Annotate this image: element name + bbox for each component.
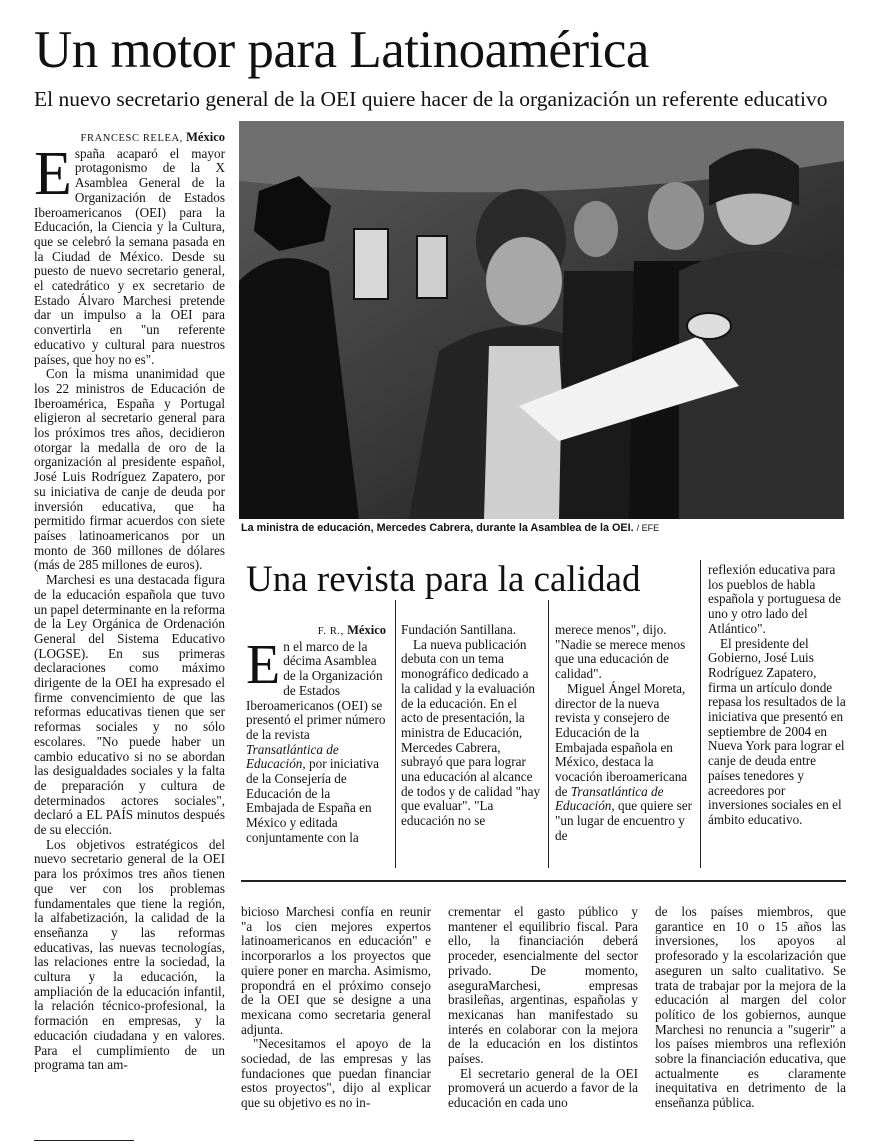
column-rule — [700, 560, 701, 868]
magazine-title: Transatlántica de Educación — [246, 741, 339, 772]
paragraph — [555, 682, 695, 844]
main-column-2 — [241, 905, 431, 1111]
byline-author: FRANCESC RELEA, — [80, 133, 183, 144]
headline: Un motor para Latinoamérica — [34, 21, 649, 79]
paragraph: Marchesi es una destacada figura de la educación española que tuvo un papel determinante en la reforma de la Ley Orgánica de Ordenación General del Sistema Educativo (LOGSE). En sus primeras declaraciones como máximo dirigente de la OEI ha expresado el firme convencimiento de que las reformas educativas tienen que ser reformas sociales y no sólo escolares. "No puede haber un cambio educativo si no se abordan las desigualdades sociales y la falta de preparación y cultura de determinados actores sociales", declaró a EL PAÍS minutos después de su elección. — [34, 572, 225, 838]
paragraph: merece menos", dijo. "Nadie se merece menos que una educación de calidad". — [555, 622, 686, 682]
text-run: , que quiere ser "un lugar de encuentro y de — [555, 798, 692, 843]
paragraph: reflexión educativa para los pueblos de habla española y portuguesa de uno y otro lado del Atlántico". — [708, 562, 841, 636]
text-run: Miguel Ángel Moreta, director de la nueva revista y consejero de Educación de la Embajada española en México, destaca la vocación iberoamericana de — [555, 680, 688, 799]
sidebar-column-3 — [555, 623, 695, 844]
sidebar-bottom-rule — [241, 880, 846, 882]
column-rule — [548, 600, 549, 868]
photo-caption — [241, 522, 659, 534]
paragraph: bicioso Marchesi confía en reunir "a los cien mejores expertos latinoamericanos en educación" e incorporarlos a los proyectos que quiere poner en marcha. Asimismo, propondrá en el próximo consejo de la OEI que se designe a una mexicana como secretaria general adjunta. — [241, 904, 431, 1037]
paragraph: El secretario general de la OEI promoverá un acuerdo a favor de la educación en cada uno — [448, 1065, 638, 1111]
paragraph: Los objetivos estratégicos del nuevo secretario general de la OEI para los próximos tres años tienen que ver con los problemas fundamentales que tiene la región, la alfabetización, la calidad de la enseñanza y las reformas educativas, las nuevas tecnologías, las relaciones entre la sociedad, la cultura y la educación, la ampliación de la educación infantil, la relación técnico-profesional, la formación en empresas, y la educación ciudadana y en valores. Para el cumplimiento de un programa tan am- — [34, 836, 225, 1073]
sidebar-byline-author: F. R., — [317, 626, 344, 637]
sidebar-title: Una revista para la calidad — [246, 559, 641, 600]
caption-text: La ministra de educación, Mercedes Cabrera, durante la Asamblea de la OEI. — [241, 522, 634, 534]
paragraph: "Necesitamos el apoyo de la sociedad, de las empresas y las fundaciones que puedan financiar estos proyectos", dijo al explicar que su objetivo es no in- — [241, 1036, 431, 1111]
paragraph: Fundación Santillana. — [401, 622, 517, 637]
sidebar-drop-cap: E — [246, 633, 281, 696]
sidebar-column-2 — [401, 623, 541, 829]
news-photo — [239, 121, 844, 519]
paragraph: El presidente del Gobierno, José Luis Rodríguez Zapatero, firma un artículo donde repasa los resultados de la iniciativa que presentó en septiembre de 2004 en Nueva York para lograr el canje de deuda entre países tenedores y acreedores por inversiones sociales en el ámbito educativo. — [708, 635, 846, 827]
paragraph: de los países miembros, que garantice en 10 o 15 años las inversiones, los apoyos al profesorado y la escolarización que aseguren un salto cualitativo. Se trata de trabajar por la mejora de la educación al margen del color político de los gobiernos, aunque Marchesi no renuncia a "sugerir" a los países miembros una reflexión sobre la financiación educativa, que actualmente es claramente inequitativa en detrimento de la enseñanza pública. — [655, 904, 846, 1111]
paragraph: spaña acaparó el mayor protagonismo de la X Asamblea General de la Organización de Estados Iberoamericanos (OEI) para la Educación, la Ciencia y la Cultura, que se celebró la semana pasada en la Ciudad de México. Desde su puesto de nuevo secretario general, el catedrático y ex secretario de Estado Álvaro Marchesi pretende dar un impulso a la OEI para convertirla en "un referente educativo y cultural para nuestros países, que hoy no es". — [34, 145, 225, 367]
paragraph: Con la misma unanimidad que los 22 ministros de Educación de Iberoamérica, España y Portugal eligieron al secretario general para los próximos tres años, decidieron otorgar la medalla de oro de la organización al presidente español, José Luis Rodríguez Zapatero, por su iniciativa de canje de deuda por inversión educativa, que ha permitido firmar acuerdos con siete países latinoamericanos por un monto de 360 millones de dólares (más de 285 millones de euros). — [34, 366, 225, 573]
paragraph: La nueva publicación debuta con un tema monográfico dedicado a la calidad y la evaluación de la educación. En el acto de presentación, la ministra de Educación, Mercedes Cabrera, subrayó que para lograr una educación al alcance de todos y de calidad "hay que evaluar". "La educación no se — [401, 636, 541, 829]
byline-place: México — [186, 130, 225, 144]
main-column-3 — [448, 905, 638, 1111]
sidebar-column-4 — [708, 563, 846, 828]
page-bottom-rule — [34, 1140, 134, 1141]
subheadline: El nuevo secretario general de la OEI quiere hacer de la organización un referente educativo — [34, 87, 828, 111]
text-run: n el marco de la décima Asamblea de la Organización de Estados Iberoamericanos (OEI) se presentó el primer número de la revista — [246, 638, 386, 742]
photo-illustration — [239, 121, 844, 519]
main-column-1 — [34, 130, 225, 1135]
magazine-title: Transatlántica de Educación — [555, 783, 664, 814]
photo-credit: / EFE — [636, 523, 660, 533]
main-column-4 — [655, 905, 846, 1111]
paragraph: crementar el gasto público y mantener el equilibrio fiscal. Para ello, la financiación deberá proceder, esencialmente del sector privado. De momento, aseguraMarchesi, empresas brasileñas, argentinas, españolas y mexicanas han manifestado su interés en colaborar con la mejora de la educación en los distintos países. — [448, 904, 638, 1067]
column-rule — [395, 600, 396, 868]
sidebar-byline-place: México — [347, 623, 386, 637]
sidebar-column-1 — [246, 623, 386, 846]
drop-cap: E — [34, 139, 72, 208]
text-run: , por iniciativa de la Consejería de Educación de la Embajada de España en México y editada conjuntamente con la — [246, 756, 379, 845]
